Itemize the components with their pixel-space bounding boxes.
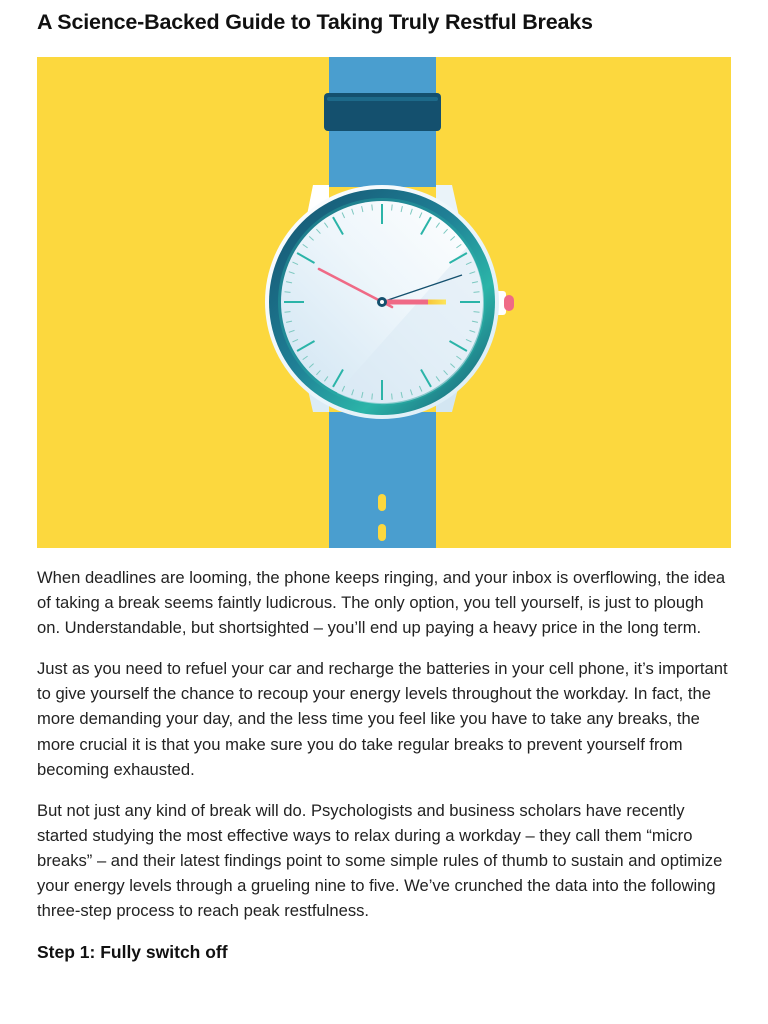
article-paragraph-3: But not just any kind of break will do. Psychologists and business scholars have recently started studying the most effective ways to relax during a workday – they call them “micro breaks” – and their latest findings point to some simple rules of thumb to sustain and optimize your energy levels through a grueling nine to five. We’ve crunched the data into the following three-step process to reach peak restfulness. [37,800,723,921]
second-hand-tip [428,300,446,305]
article-body [37,565,731,965]
dial-minute-tick [392,205,393,211]
dial-minute-tick [474,312,480,313]
strap-hole-lower [378,524,386,541]
article-paragraph-1: When deadlines are looming, the phone keeps ringing, and your inbox is overflowing, the idea of taking a break seems faintly ludicrous. The only option, you tell yourself, is just to plough on. Understandable, but shortsighted – you’ll end up paying a heavy price in the long term. [37,568,726,638]
dial-minute-tick [474,292,480,293]
second-hand [382,300,430,305]
step-1-heading: Step 1: Fully switch off [37,942,228,963]
page-title: A Science-Backed Guide to Taking Truly Restful Breaks [37,10,593,34]
watch-strap-keeper [324,93,441,131]
dial-minute-tick [372,394,373,400]
dial-minute-tick [285,312,291,313]
watch-strap-bottom [329,412,436,548]
strap-hole-upper [378,494,386,511]
dial-minute-tick [392,394,393,400]
dial-minute-tick [372,205,373,211]
dial-minute-tick [285,292,291,293]
hero-watch-illustration [37,57,731,548]
article-paragraph-2: Just as you need to refuel your car and recharge the batteries in your cell phone, it’s important to give yourself the chance to recoup your energy levels throughout the workday. In fact, the more demanding your day, and the less time you feel like you have to take any breaks, the more crucial it is that you make sure you do take regular breaks to prevent yourself from becoming exhausted. [37,659,728,779]
